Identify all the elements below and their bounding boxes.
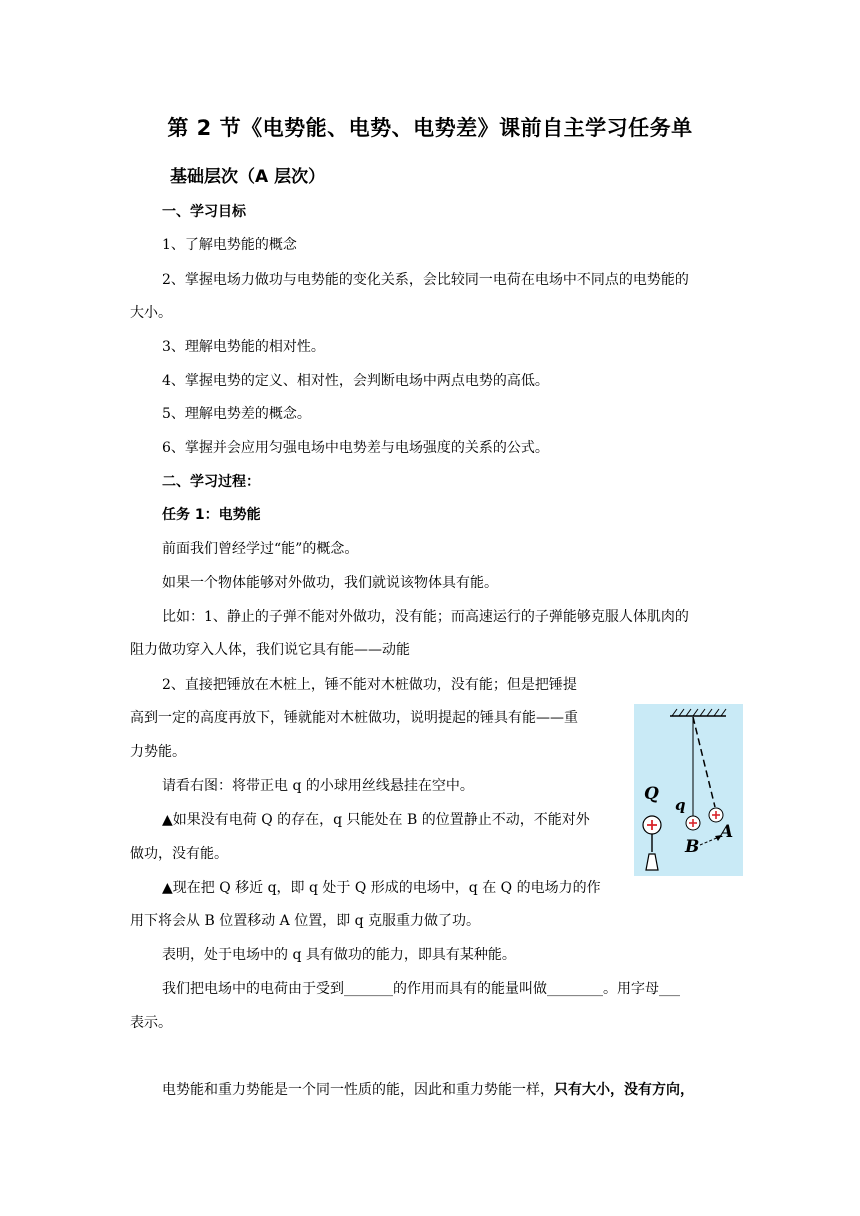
ceiling-hatch: [672, 709, 726, 716]
goal-line: 大小。: [130, 305, 172, 321]
body-line: ▲如果没有电荷 Q 的存在，q 只能处在 B 的位置静止不动，不能对外: [162, 812, 590, 828]
body-line: 前面我们曾经学过“能”的概念。: [162, 541, 359, 557]
body-line: 做功，没有能。: [130, 846, 228, 862]
fill-blank-line: 我们把电场中的电荷由于受到_______的作用而具有的能量叫做________。用字母___: [162, 981, 680, 997]
body-line: 比如：1、静止的子弹不能对外做功，没有能；而高速运行的子弹能够克服人体肌肉的: [162, 609, 689, 625]
goal-line: 6、掌握并会应用匀强电场中电势差与电场强度的关系的公式。: [162, 440, 549, 456]
goal-line: 3、理解电势能的相对性。: [162, 339, 325, 355]
last-line-normal: 电势能和重力势能是一个同一性质的能，因此和重力势能一样，: [162, 1082, 554, 1098]
motion-arrow: [700, 837, 719, 845]
stand-base: [646, 854, 658, 870]
body-line-last: [162, 1080, 694, 1100]
section-heading-goals: 一、学习目标: [162, 204, 246, 220]
label-A: A: [720, 822, 734, 842]
label-B: B: [685, 837, 700, 857]
section-heading-process: 二、学习过程：: [162, 474, 260, 490]
page-title: 第 2 节《电势能、电势、电势差》课前自主学习任务单: [167, 116, 693, 140]
body-line: 表示。: [130, 1015, 172, 1031]
task-title: 任务 1：电势能: [162, 507, 261, 523]
goal-line: 4、掌握电势的定义、相对性，会判断电场中两点电势的高低。: [162, 373, 549, 389]
goal-line: 1、了解电势能的概念: [162, 237, 297, 253]
pendulum-figure: [634, 704, 743, 876]
body-line: 阻力做功穿入人体，我们说它具有能——动能: [130, 642, 410, 658]
body-line: ▲现在把 Q 移近 q，即 q 处于 Q 形成的电场中，q 在 Q 的电场力的作: [162, 880, 601, 896]
string-displaced: [693, 717, 715, 807]
label-q: q: [675, 796, 686, 814]
last-line-bold: 只有大小，没有方向，: [554, 1082, 694, 1098]
body-line: 2、直接把锤放在木桩上，锤不能对木桩做功，没有能；但是把锤提: [162, 677, 577, 693]
body-line: 表明，处于电场中的 q 具有做功的能力，即具有某种能。: [162, 947, 516, 963]
label-Q: Q: [644, 784, 659, 804]
goal-line: 2、掌握电场力做功与电势能的变化关系，会比较同一电荷在电场中不同点的电势能的: [162, 272, 689, 288]
body-line: 高到一定的高度再放下，锤就能对木桩做功，说明提起的锤具有能——重: [130, 710, 578, 726]
goal-line: 5、理解电势差的概念。: [162, 406, 311, 422]
body-line: 如果一个物体能够对外做功，我们就说该物体具有能。: [162, 575, 498, 591]
page-subtitle: 基础层次（A 层次）: [170, 167, 326, 187]
body-line: 用下将会从 B 位置移动 A 位置，即 q 克服重力做了功。: [130, 913, 481, 929]
body-line: 请看右图：将带正电 q 的小球用丝线悬挂在空中。: [162, 778, 474, 794]
body-line: 力势能。: [130, 744, 186, 760]
